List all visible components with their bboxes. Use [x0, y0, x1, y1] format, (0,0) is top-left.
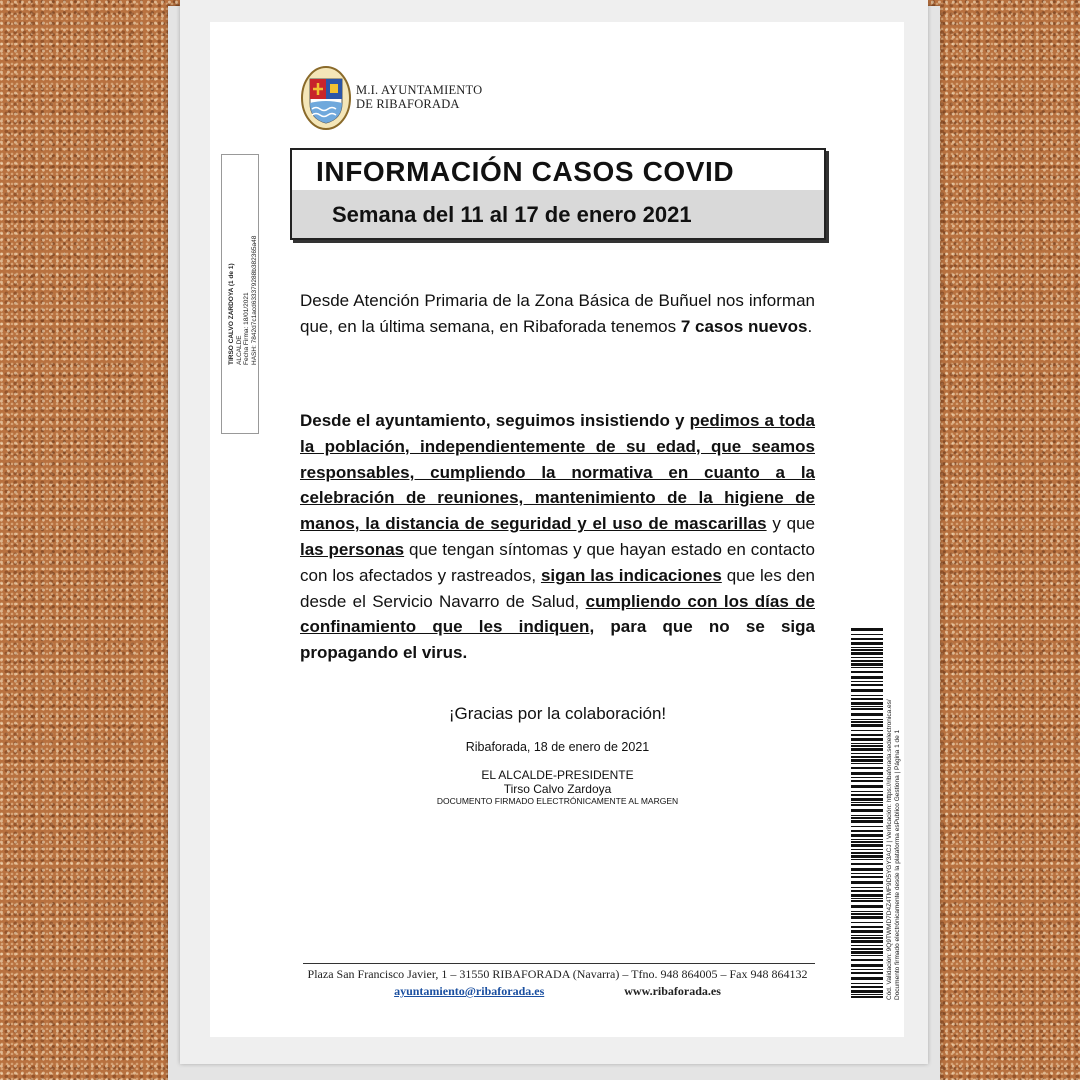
signer-name: Tirso Calvo Zardoya — [503, 782, 612, 796]
barcode-icon — [851, 628, 883, 1000]
coat-of-arms-logo — [300, 65, 352, 131]
title-box — [290, 148, 826, 240]
footer-address: Plaza San Francisco Javier, 1 – 31550 RIBAFORADA (Navarra) – Tfno. 948 864005 – Fax 948 864132 — [307, 967, 808, 981]
footer-email-link[interactable]: ayuntamiento@ribaforada.es — [394, 984, 545, 998]
signature-hash: HASH: 7842d7c1acd633379288b382365a48 — [250, 235, 258, 365]
thanks-text: ¡Gracias por la colaboración! — [448, 704, 667, 723]
place-date: Ribaforada, 18 de enero de 2021 — [465, 740, 650, 754]
signature-box — [221, 154, 259, 434]
document-subtitle: Semana del 11 al 17 de enero 2021 — [332, 202, 692, 227]
signer-title: EL ALCALDE-PRESIDENTE — [481, 768, 634, 782]
org-name-line2: DE RIBAFORADA — [356, 97, 460, 111]
new-cases-count: 7 casos nuevos — [680, 317, 808, 336]
footer-website: www.ribaforada.es — [624, 984, 721, 998]
verification-platform: Documento firmado electrónicamente desde la plataforma esPublico Gestiona | Página 1 de 1 — [894, 729, 901, 1000]
paragraph-recommendations: Desde el ayuntamiento, seguimos insistiendo y pedimos a toda la población, independientemente de su edad, que seamos responsables, cumpliendo la normativa en cuanto a la celebración de reuniones, mantenimiento de la higiene de manos, la distancia de seguridad y el uso de mascarillas y que las personas que tengan síntomas y que hayan estado en contacto con los afectados y rastreados, sigan las indicaciones que les den desde el Servicio Navarro de Salud, cumpliendo con los días de confinamiento que les indiquen, para que no se siga propagando el virus. — [300, 411, 815, 663]
footer — [300, 967, 815, 999]
signer-margin-role: ALCALDE — [235, 335, 243, 365]
document-title: INFORMACIÓN CASOS COVID — [316, 156, 735, 187]
verification-text — [886, 620, 902, 1000]
signer-margin-name: TIRSO CALVO ZARDOYA (1 de 1) — [228, 263, 235, 365]
org-name-line1: M.I. AYUNTAMIENTO — [356, 83, 483, 97]
signature-date: Fecha Firma: 18/01/2021 — [243, 292, 250, 365]
verification-code: Cód. Validación: 9Q9TWMD7D4Z4TMF9D5YGY3ACJ | Verificación: https://ribaforada.sedelectronica.es/ — [886, 699, 893, 1000]
signed-note: DOCUMENTO FIRMADO ELECTRÓNICAMENTE AL MARGEN — [436, 796, 679, 806]
footer-divider — [303, 963, 815, 964]
paragraph-cases: Desde Atención Primaria de la Zona Básica de Buñuel nos informan que, en la última semana, en Ribaforada tenemos 7 casos nuevos. — [300, 291, 815, 336]
